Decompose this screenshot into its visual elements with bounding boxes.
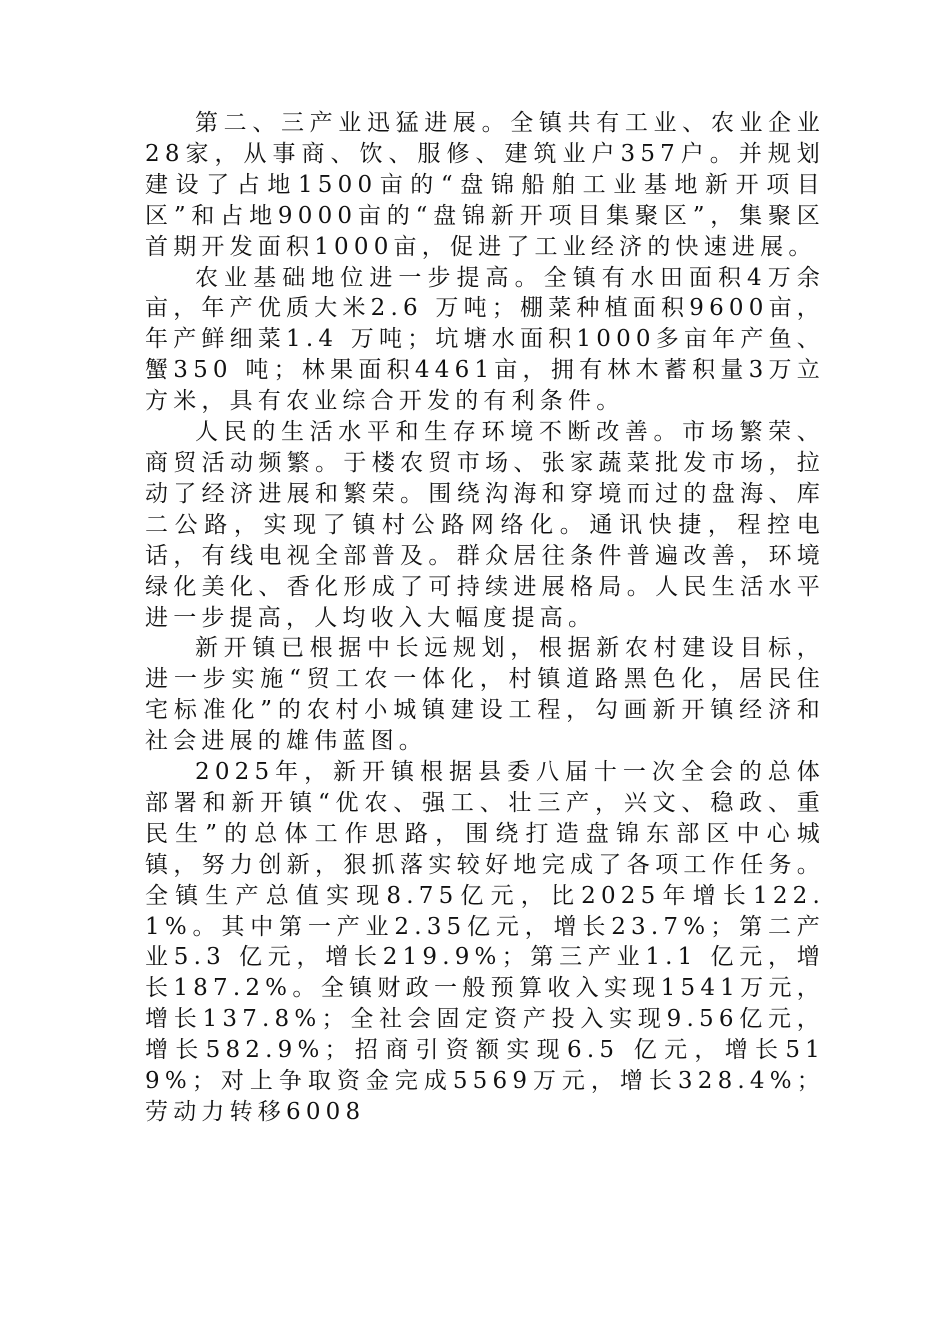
paragraph-annual-results: 2025年，新开镇根据县委八届十一次全会的总体部署和新开镇“优农、强工、壮三产，兴文、稳政、重民生”的总体工作思路，围绕打造盘锦东部区中心城镇，努力创新，狠抓落实较好地完成了各项工作任务。全镇生产总值实现8.75亿元，比2025年增长122.1%。其中第一产业2.35亿元，增长23.7%；第二产业5.3 亿元，增长219.9%；第三产业1.1 亿元，增长187.2%。全镇财政一般预算收入实现1541万元，增长137.8%；全社会固定资产投入实现9.56亿元，增长582.9%；招商引资额实现6.5 亿元，增长519%；对上争取资金完成5569万元，增长328.4%；劳动力转移6008 [145,759,825,1125]
paragraph-secondary-tertiary-industry: 第二、三产业迅猛进展。全镇共有工业、农业企业28家，从事商、饮、服修、建筑业户357户。并规划建设了占地1500亩的“盘锦船舶工业基地新开项目区”和占地9000亩的“盘锦新开项目集聚区”，集聚区首期开发面积1000亩，促进了工业经济的快速进展。 [145,110,825,260]
paragraph-development-plan: 新开镇已根据中长远规划，根据新农村建设目标，进一步实施“贸工农一体化，村镇道路黑色化，居民住宅标准化”的农村小城镇建设工程，勾画新开镇经济和社会进展的雄伟蓝图。 [145,635,825,755]
paragraph-living-standards: 人民的生活水平和生存环境不断改善。市场繁荣、商贸活动频繁。于楼农贸市场、张家蔬菜批发市场，拉动了经济进展和繁荣。围绕沟海和穿境而过的盘海、库二公路，实现了镇村公路网络化。通讯快捷，程控电话，有线电视全部普及。群众居往条件普遍改善，环境绿化美化、香化形成了可持续进展格局。人民生活水平进一步提高，人均收入大幅度提高。 [145,419,825,631]
document-page [145,108,825,1128]
paragraph-agriculture: 农业基础地位进一步提高。全镇有水田面积4万余亩，年产优质大米2.6 万吨；棚菜种植面积9600亩，年产鲜细菜1.4 万吨；坑塘水面积1000多亩年产鱼、蟹350 吨；林果面积4461亩，拥有林木蓄积量3万立方米，具有农业综合开发的有利条件。 [145,264,825,415]
